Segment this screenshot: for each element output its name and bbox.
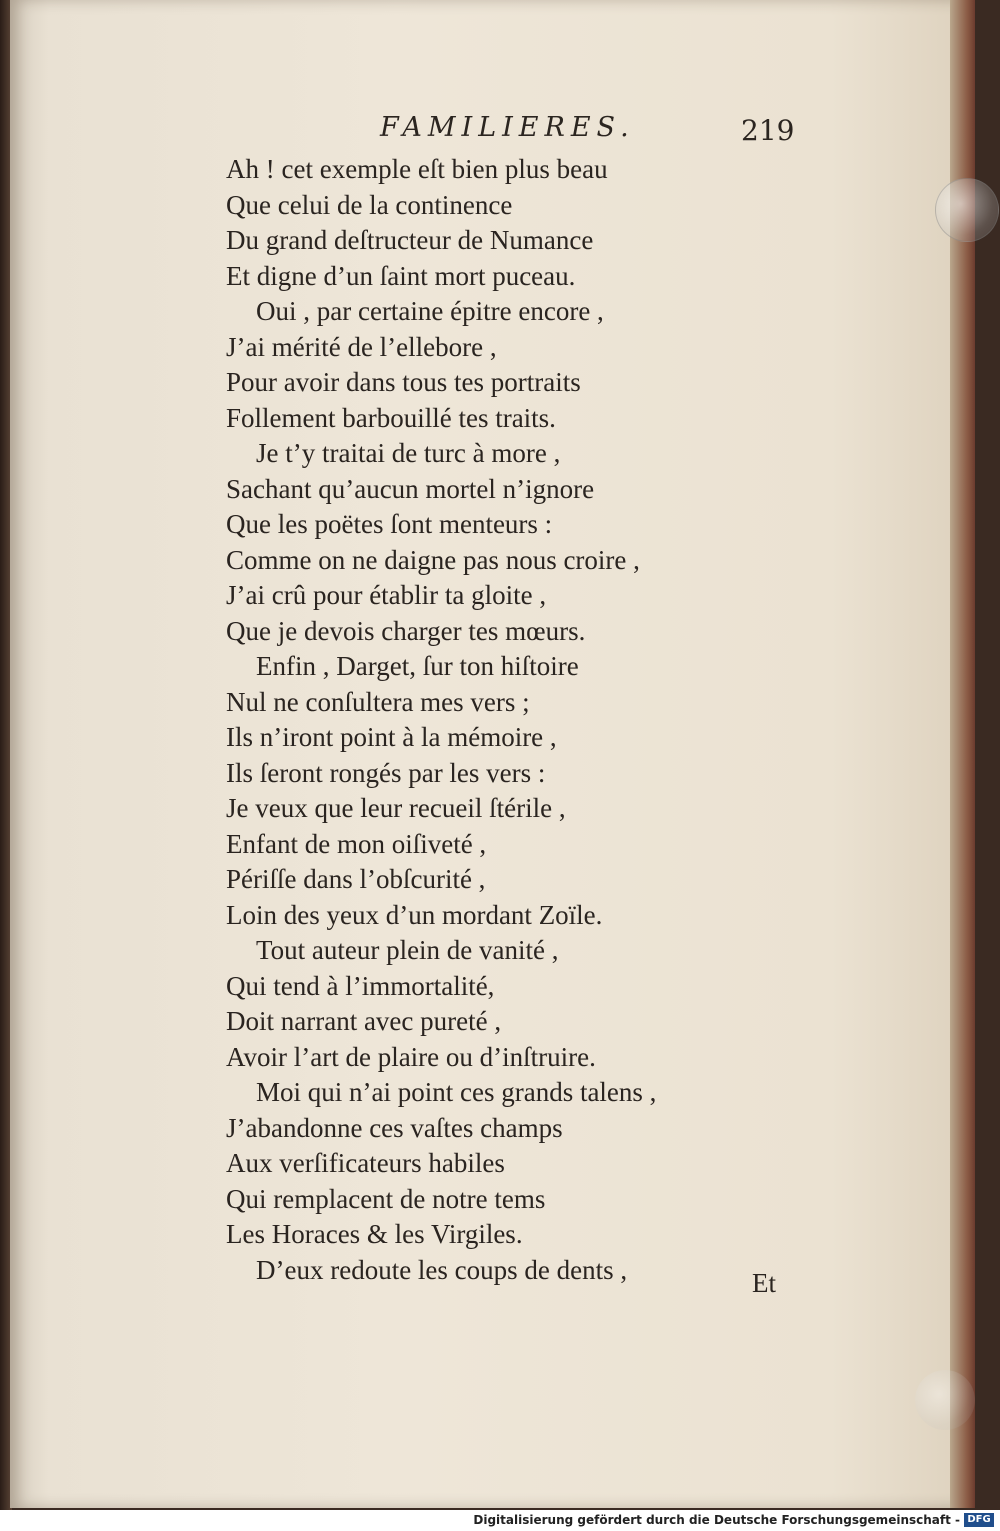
verse-line: Moi qui n’ai point ces grands talens , [256,1077,657,1107]
verse-line: Tout auteur plein de vanité , [256,935,559,965]
verse-line: Je veux que leur recueil ſtérile , [226,793,566,823]
verse-line: Qui tend à l’immortalité, [226,970,495,1001]
verse-line: Que je devois charger tes mœurs. [226,615,586,646]
verse-text [226,152,746,1288]
verse-line: Enfin , Darget, ſur ton hiſtoire [256,651,579,681]
verse-line: Ils ſeront rongés par les vers : [226,757,546,788]
verse-line: Les Horaces & les Virgiles. [226,1219,523,1249]
verse-line: Et digne d’un ſaint mort puceau. [226,260,576,291]
verse-line: J’ai crû pour établir ta gloite , [226,580,547,610]
digitization-footer [0,1510,1000,1531]
verse-line: Qui remplacent de notre tems [226,1183,546,1214]
verse-line: Périſſe dans l’obſcurité , [226,864,486,894]
verse-line: Nul ne conſultera mes vers ; [226,686,530,717]
running-title: FAMILIERES. [380,112,635,143]
verse-line: Follement barbouillé tes traits. [226,402,556,433]
page-clip [935,178,999,242]
verse-line: Que celui de la continence [226,189,513,220]
verse-line: Avoir l’art de plaire ou d’inſtruire. [226,1041,596,1072]
dfg-logo: DFG [964,1513,994,1527]
verse-line: Aux verſificateurs habiles [226,1148,505,1178]
verse-line: Ils n’iront point à la mémoire , [226,722,557,752]
verse-line: J’abandonne ces vaſtes champs [226,1112,563,1143]
verse-line: Comme on ne daigne pas nous croire , [226,544,640,575]
verse-line: D’eux redoute les coups de dents , [256,1254,628,1285]
verse-line: Doit narrant avec pureté , [226,1006,502,1036]
funding-credit: Digitalisierung gefördert durch die Deutsche Forschungsgemeinschaft - [473,1513,960,1527]
verse-line: Oui , par certaine épitre encore , [256,296,604,326]
verse-line: J’ai mérité de l’ellebore , [226,331,497,362]
verse-line: Pour avoir dans tous tes portraits [226,367,581,397]
verse-line: Loin des yeux d’un mordant Zoïle. [226,899,603,930]
verse-line: Enfant de mon oiſiveté , [226,828,487,859]
verse-line: Sachant qu’aucun mortel n’ignore [226,473,595,504]
verse-line: Ah ! cet exemple eſt bien plus beau [226,154,608,184]
page-clip-lower [915,1370,975,1430]
verse-line: Que les poëtes ſont menteurs : [226,509,553,539]
verse-line: Du grand deſtructeur de Numance [226,225,594,255]
verse-line: Je t’y traitai de turc à more , [256,438,561,468]
catchword: Et [752,1268,776,1298]
page-number: 219 [741,114,795,147]
